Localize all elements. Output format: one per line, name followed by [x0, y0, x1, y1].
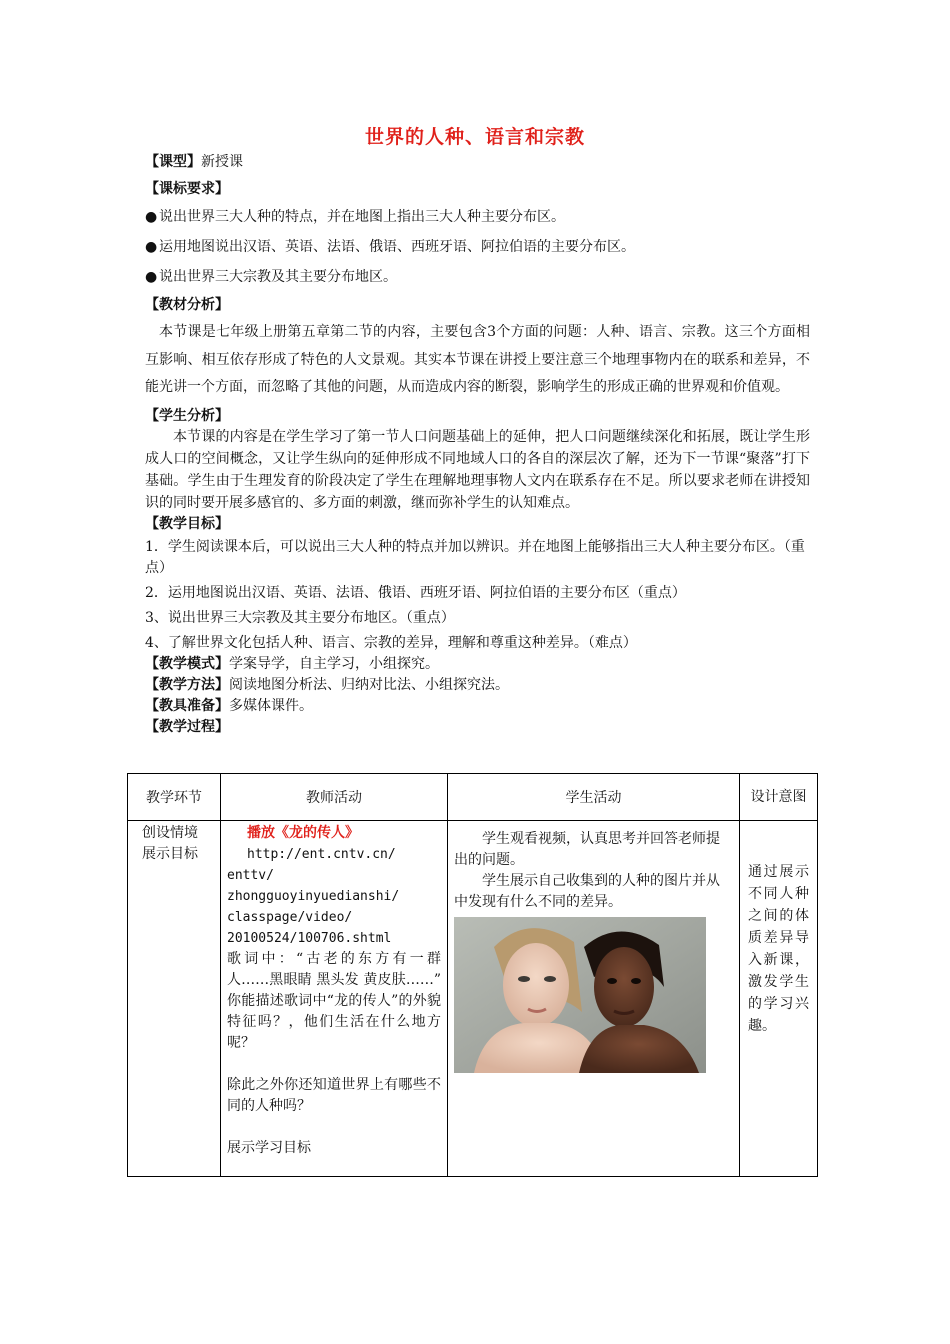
video-url-line: http://ent.cntv.cn/	[247, 847, 396, 862]
teaching-mode	[145, 654, 810, 675]
races-question: 除此之外你还知道世界上有哪些不同的人种吗？	[227, 1077, 441, 1114]
bullet-icon: ●	[145, 239, 158, 255]
student-activity-2: 学生展示自己收集到的人种的图片并从中发现有什么不同的差异。	[454, 873, 720, 910]
show-goals: 展示学习目标	[227, 1140, 311, 1156]
bullet-icon: ●	[145, 269, 158, 285]
play-song-title: 播放《龙的传人》	[247, 825, 359, 841]
document-title: 世界的人种、语言和宗教	[364, 126, 585, 148]
process-heading	[145, 717, 810, 738]
student-analysis-heading: 【学生分析】	[145, 407, 229, 424]
standard-item	[145, 265, 810, 289]
textbook-analysis-heading: 【教材分析】	[145, 297, 229, 313]
standard-item	[145, 235, 810, 259]
lesson-plan-body	[145, 150, 810, 738]
video-url-line: zhongguoyinyuedianshi/	[227, 889, 400, 904]
standard-item	[145, 205, 810, 229]
stage-text: 创设情境展示目标	[142, 825, 198, 862]
video-url-line: 20100524/100706.shtml	[227, 931, 392, 946]
bullet-icon: ●	[145, 209, 158, 225]
design-intent-cell	[740, 821, 818, 1177]
student-analysis-text: 本节课的内容是在学生学习了第一节人口问题基础上的延伸，把人口问题继续深化和拓展，既让学生形成人口的空间概念，又让学生纵向的延伸形成不同地域人口的各自的深层次了解，还为下一节课“聚落”打下基础。学生由于生理发育的阶段决定了学生在理解地理事物人文内在联系存在不足。所以要求老师在讲授知识的同时要开展多感官的、多方面的刺激，继而弥补学生的认知难点。	[145, 428, 810, 511]
objectives-heading: 【教学目标】	[145, 515, 229, 532]
lesson-type-value: 新授课	[201, 154, 243, 170]
teaching-methods	[145, 675, 810, 696]
process-label: 【教学过程】	[145, 718, 229, 735]
textbook-analysis-text: 本节课是七年级上册第五章第二节的内容，主要包含3个方面的问题：人种、语言、宗教。这三个方面相互影响、相互依存形成了特色的人文景观。其实本节课在讲授上要注意三个地理事物内在的联系和差异，不能光讲一个方面，而忽略了其他的问题，从而造成内容的断裂，影响学生的形成正确的世界观和价值观。	[145, 324, 810, 395]
teaching-mode-label: 【教学模式】	[145, 655, 229, 672]
student-activity	[448, 821, 739, 913]
header-student: 学生活动	[448, 774, 740, 821]
teaching-methods-label: 【教学方法】	[145, 676, 229, 693]
standards-heading: 【课标要求】	[145, 181, 229, 197]
objective-item: 1．学生阅读课本后，可以说出三大人种的特点并加以辨识。并在地图上能够指出三大人种主要分布区。（重点）	[145, 538, 805, 576]
teaching-process-table	[127, 773, 818, 1177]
teaching-methods-value: 阅读地图分析法、归纳对比法、小组探究法。	[229, 676, 509, 693]
objective-item: 4、了解世界文化包括人种、语言、宗教的差异，理解和尊重这种差异。（难点）	[145, 634, 637, 651]
teaching-tools-value: 多媒体课件。	[229, 697, 313, 714]
student-activity-cell	[448, 821, 740, 1177]
teacher-activity	[221, 821, 447, 1159]
header-teacher: 教师活动	[221, 774, 448, 821]
header-stage: 教学环节	[128, 774, 221, 821]
design-intent-text: 通过展示不同人种之间的体质差异导入新课，激发学生的学习兴趣。	[748, 864, 809, 1034]
two-women-portrait-photo	[454, 917, 706, 1073]
lesson-type	[145, 150, 810, 174]
video-url-line: classpage/video/	[227, 910, 353, 925]
teacher-activity-cell	[221, 821, 448, 1177]
teaching-tools	[145, 696, 810, 717]
student-activity-1: 学生观看视频，认真思考并回答老师提出的问题。	[454, 831, 720, 868]
standard-text: 说出世界三大宗教及其主要分布地区。	[159, 269, 397, 285]
lesson-type-label: 【课型】	[145, 154, 201, 170]
teaching-mode-value: 学案导学，自主学习，小组探究。	[229, 655, 439, 672]
table-header-row	[128, 774, 818, 821]
table-row	[128, 821, 818, 1177]
standard-text: 运用地图说出汉语、英语、法语、俄语、西班牙语、阿拉伯语的主要分布区。	[159, 239, 635, 255]
objective-item: 2．运用地图说出汉语、英语、法语、俄语、西班牙语、阿拉伯语的主要分布区（重点）	[145, 584, 686, 601]
standard-text: 说出世界三大人种的特点，并在地图上指出三大人种主要分布区。	[159, 209, 565, 225]
teaching-tools-label: 【教具准备】	[145, 697, 229, 714]
lyrics-question: 歌词中：“古老的东方有一群人……黑眼睛 黑头发 黄皮肤……” 你能描述歌词中“龙的传人”的外貌特征吗？，他们生活在什么地方呢？	[227, 951, 441, 1051]
objective-item: 3、说出世界三大宗教及其主要分布地区。（重点）	[145, 609, 455, 626]
header-design: 设计意图	[740, 774, 818, 821]
stage-cell	[128, 821, 221, 1177]
video-url-line: enttv/	[227, 868, 274, 883]
